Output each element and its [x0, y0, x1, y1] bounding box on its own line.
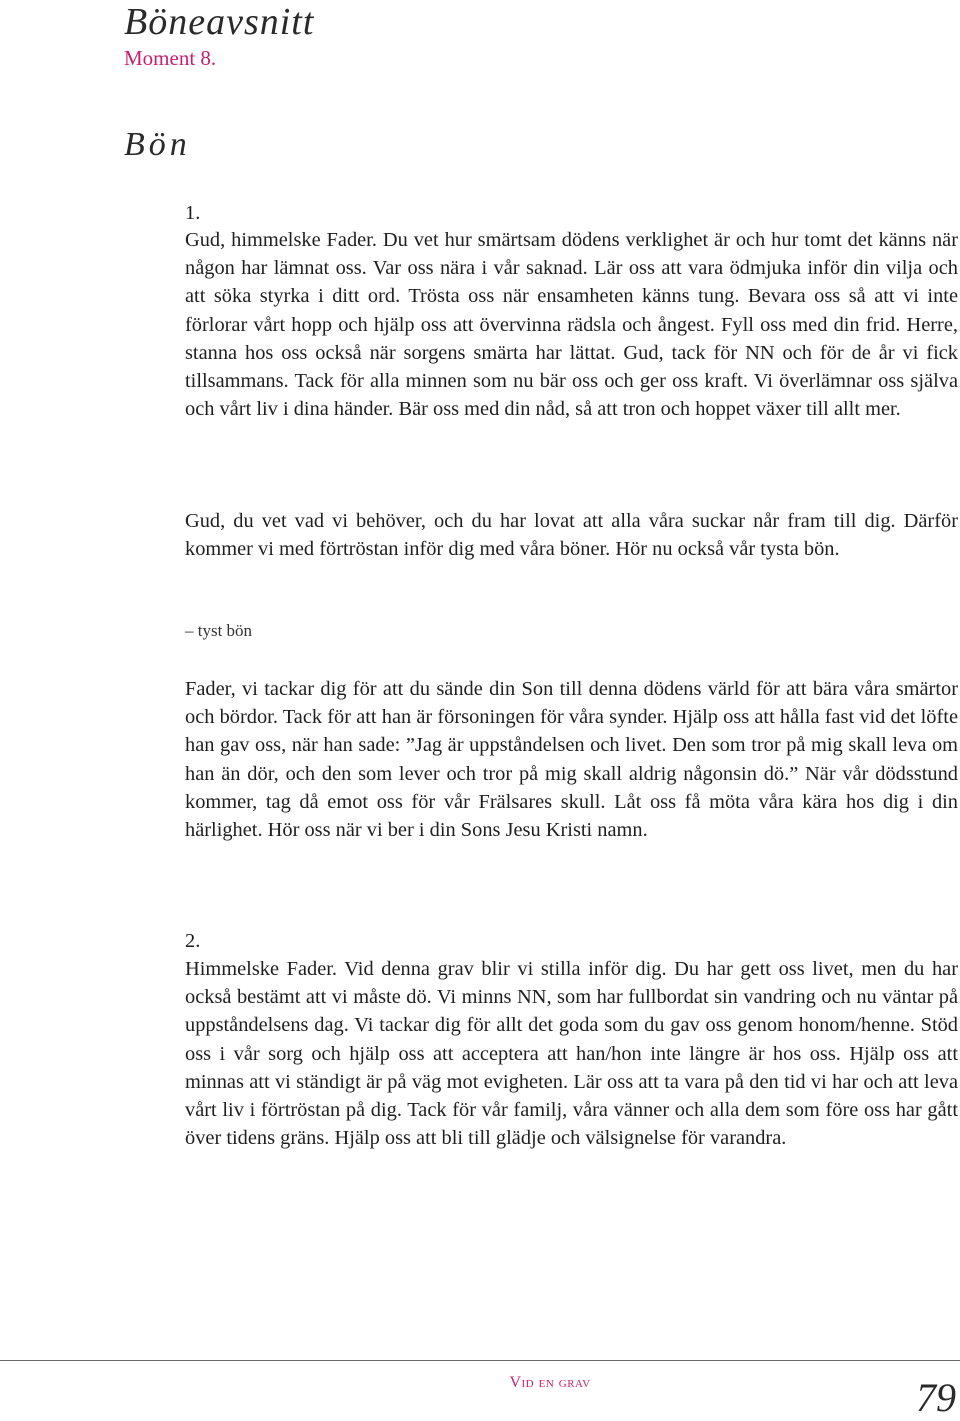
- paragraph-text: Gud, du vet vad vi behöver, och du har lovat att alla våra suckar når fram till dig. Därför kommer vi med förtröstan inför dig med våra böner. Hör nu också vår tysta bön.: [185, 510, 958, 561]
- prayer-2-number: 2.: [185, 930, 201, 952]
- paragraph-text: Fader, vi tackar dig för att du sände din Son till denna dödens värld för att bära våra smärtor och bördor. Tack för att han är försoningen för våra synder. Hjälp oss att hålla fast vid det löfte han gav oss, när han sade: ”Jag är uppståndelsen och livet. Den som tror på mig skall leva om han än dör, och den som lever och tror på mig skall aldrig någonsin dö.” När vår dödsstund kommer, tag då emot oss för vår Frälsares skull. Låt oss få möta våra kära hos dig i din härlighet. Hör oss när vi ber i din Sons Jesu Kristi namn.: [185, 678, 958, 842]
- stage-direction: – tyst bön: [185, 621, 253, 640]
- paragraph-text: Gud, himmelske Fader. Du vet hur smärtsam dödens verklighet är och hur tomt det känns när någon har lämnat oss. Var oss nära i vår saknad. Lär oss att vara ödmjuka inför din vilja och att söka styrka i ditt ord. Trösta oss när ensamheten känns tung. Bevara oss så att vi inte förlorar vårt hopp och hjälp oss att övervinna rädsla och ångest. Fyll oss med din frid. Herre, stanna hos oss också när sorgens smärta har lättat. Gud, tack för NN och för de år vi fick tillsammans. Tack för alla minnen som nu bär oss och ger oss kraft. Vi överlämnar oss själva och vårt liv i dina händer. Bär oss med din nåd, så att tron och hoppet växer till allt mer.: [185, 229, 958, 421]
- page-title: Böneavsnitt: [124, 1, 315, 43]
- footer-label: Vid en grav: [509, 1374, 591, 1391]
- prayer-1-paragraph-1: [185, 226, 958, 423]
- prayer-1-number: 1.: [185, 202, 201, 224]
- prayer-1-paragraph-2: [185, 507, 958, 563]
- moment-label: Moment 8.: [124, 46, 217, 70]
- paragraph-text: Himmelske Fader. Vid denna grav blir vi stilla inför dig. Du har gett oss livet, men du har också bestämt att vi måste dö. Vi minns NN, som har fullbordat sin vandring och nu väntar på uppståndelsens dag. Vi tackar dig för allt det goda som du gav oss genom honom/henne. Stöd oss i vår sorg och hjälp oss att acceptera att han/hon inte längre är hos oss. Hjälp oss att minnas att vi ständigt är på väg mot evigheten. Lär oss att ta vara på den tid vi har och att leva vårt liv i förtröstan på dig. Tack för vår familj, våra vänner och alla dem som före oss har gått över tidens gräns. Hjälp oss att bli till glädje och välsignelse för varandra.: [185, 958, 958, 1150]
- prayer-2-paragraph-1: [185, 955, 958, 1152]
- footer-divider: [0, 1360, 960, 1361]
- prayer-1-paragraph-3: [185, 675, 958, 844]
- section-title: Bön: [124, 126, 191, 163]
- page-number: 79: [916, 1375, 956, 1420]
